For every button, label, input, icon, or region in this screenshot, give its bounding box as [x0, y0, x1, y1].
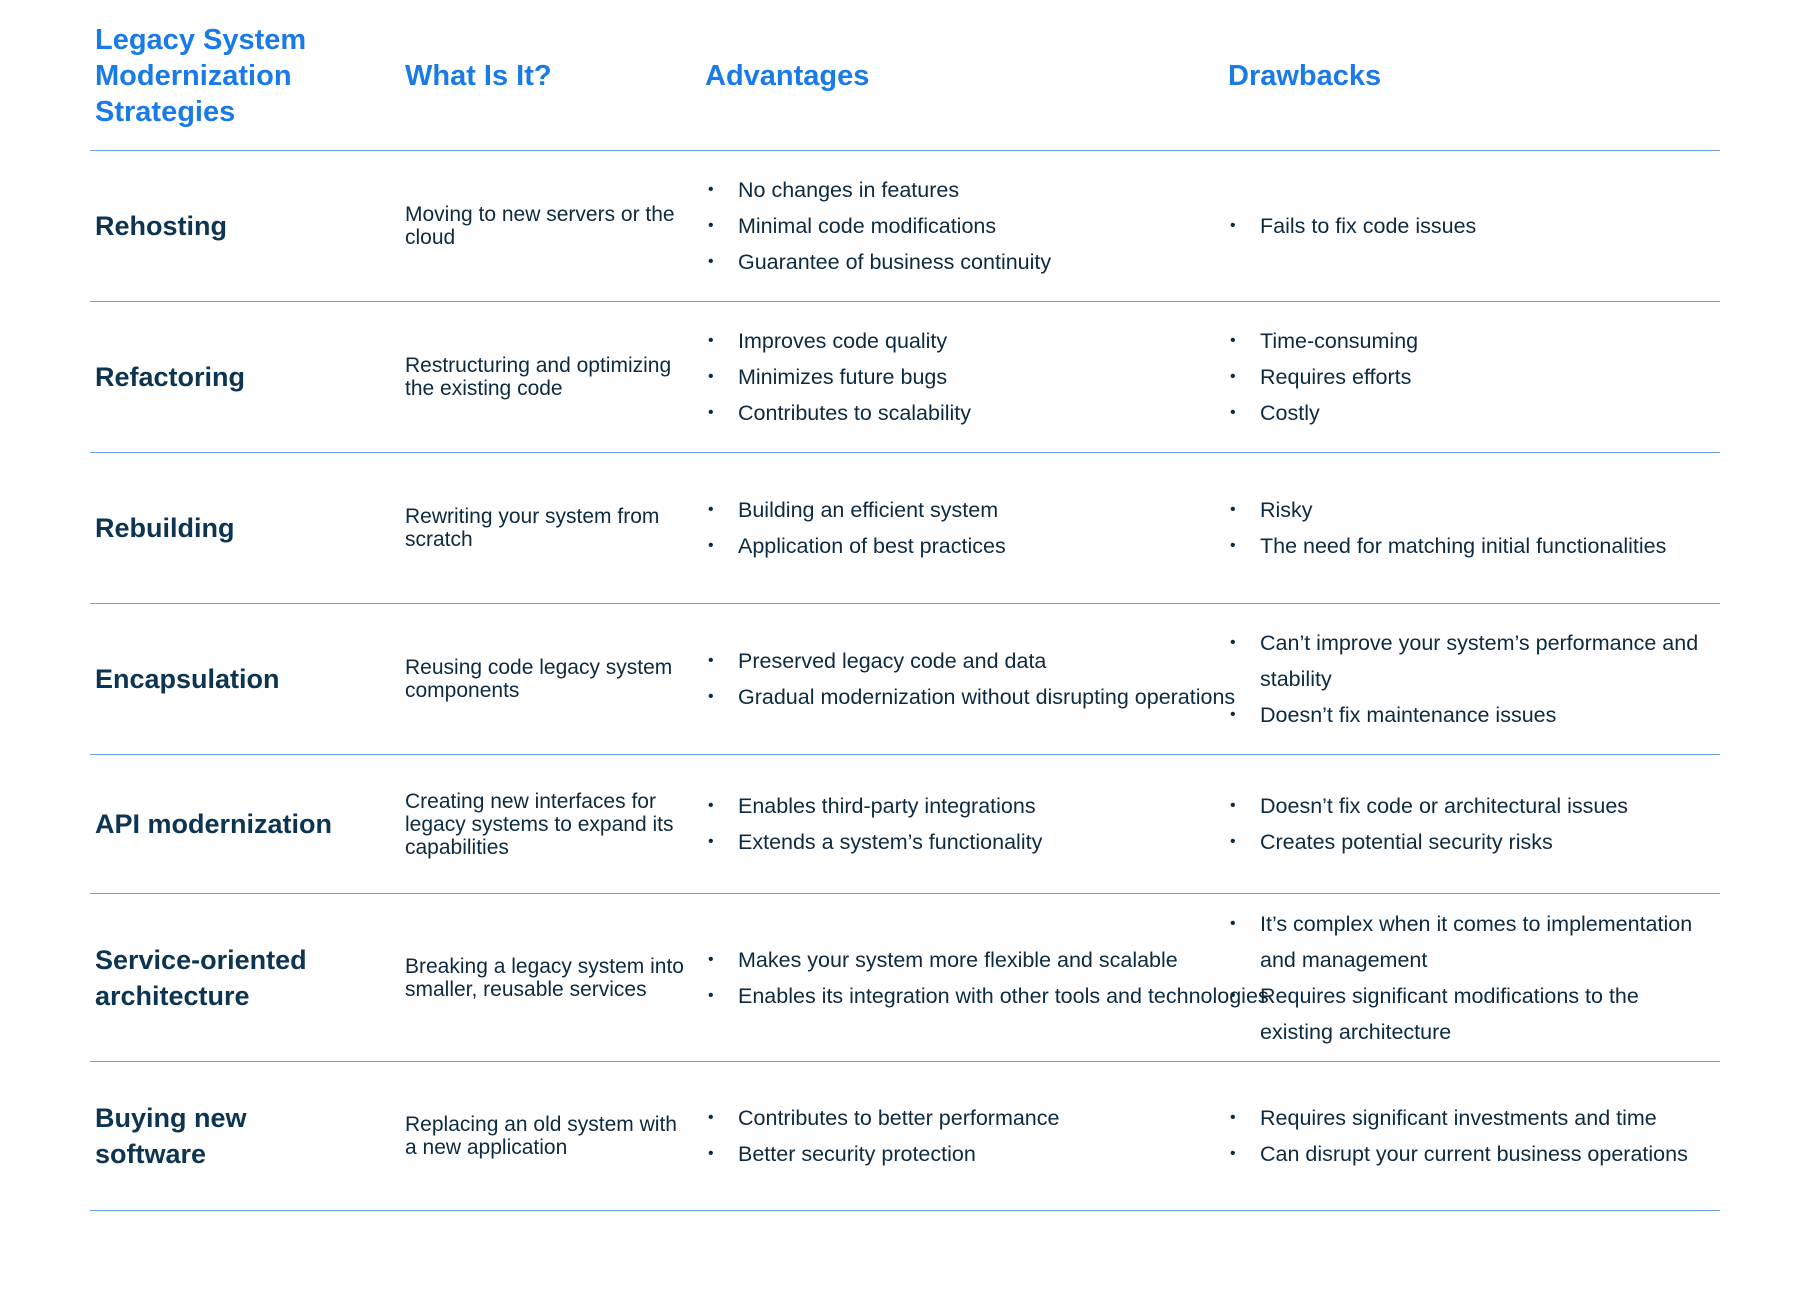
drawback-item: • Requires significant modifications to the existing architecture [1227, 978, 1717, 1050]
advantage-item: • Minimal code modifications [705, 208, 1305, 244]
strategy-name: Encapsulation [95, 664, 280, 694]
strategy-description: Creating new interfaces for legacy systems to expand its capabilities [405, 789, 674, 859]
strategy-description: Reusing code legacy system components [405, 656, 673, 702]
advantage-item: • Extends a system’s functionality [705, 824, 1305, 860]
advantage-item: • Better security protection [705, 1136, 1305, 1172]
header-advantages: Advantages [705, 60, 870, 92]
drawback-item: • Doesn’t fix maintenance issues [1227, 697, 1717, 733]
advantages-list [705, 172, 1305, 280]
drawback-item: • Creates potential security risks [1227, 824, 1717, 860]
drawback-item: • It’s complex when it comes to implementation and management [1227, 906, 1717, 978]
strategy-name: Rehosting [95, 211, 227, 241]
table-header [90, 0, 1720, 151]
drawback-item: • Fails to fix code issues [1227, 208, 1717, 244]
advantage-item: • Minimizes future bugs [705, 359, 1305, 395]
drawbacks-list [1227, 906, 1717, 1050]
advantage-item: • Enables its integration with other tools and technologies [705, 978, 1305, 1014]
header-drawbacks: Drawbacks [1228, 60, 1382, 92]
advantage-item: • Improves code quality [705, 323, 1305, 359]
drawback-item: • Can disrupt your current business operations [1227, 1136, 1717, 1172]
drawbacks-list [1227, 1100, 1717, 1172]
drawback-item: • The need for matching initial functionalities [1227, 528, 1717, 564]
drawback-item: • Can’t improve your system’s performance and stability [1227, 625, 1717, 697]
drawback-item: • Doesn’t fix code or architectural issues [1227, 788, 1717, 824]
drawback-item: • Risky [1227, 492, 1717, 528]
advantages-list [705, 1100, 1305, 1172]
strategy-description: Restructuring and optimizing the existing code [405, 354, 672, 400]
advantage-item: • Enables third-party integrations [705, 788, 1305, 824]
table-row-rehosting [90, 151, 1720, 302]
drawback-item: • Requires significant investments and time [1227, 1100, 1717, 1136]
drawbacks-list [1227, 788, 1717, 860]
header-strategy: Legacy System Modernization Strategies [95, 24, 307, 128]
strategy-name: API modernization [95, 809, 333, 839]
advantages-list [705, 323, 1305, 431]
strategy-name: Rebuilding [95, 513, 235, 543]
drawbacks-list [1227, 492, 1717, 564]
table-row-encapsulation [90, 604, 1720, 755]
advantages-list [705, 942, 1305, 1014]
drawbacks-list [1227, 208, 1717, 244]
advantage-item: • Guarantee of business continuity [705, 244, 1305, 280]
table-row-refactoring [90, 302, 1720, 453]
advantages-list [705, 492, 1305, 564]
advantage-item: • Contributes to better performance [705, 1100, 1305, 1136]
advantage-item: • Makes your system more flexible and scalable [705, 942, 1305, 978]
table-row-service-oriented-architecture [90, 894, 1720, 1062]
drawback-item: • Costly [1227, 395, 1717, 431]
advantage-item: • No changes in features [705, 172, 1305, 208]
table-row-rebuilding [90, 453, 1720, 604]
drawbacks-list [1227, 625, 1717, 733]
advantages-list [705, 788, 1305, 860]
table-row-api-modernization [90, 755, 1720, 894]
drawbacks-list [1227, 323, 1717, 431]
strategy-name: Buying new software [95, 1103, 247, 1169]
strategies-table [90, 0, 1720, 1211]
strategy-description: Moving to new servers or the cloud [405, 203, 675, 249]
advantage-item: • Gradual modernization without disrupting operations [705, 679, 1305, 715]
strategy-description: Replacing an old system with a new application [405, 1113, 677, 1159]
advantage-item: • Contributes to scalability [705, 395, 1305, 431]
advantage-item: • Building an efficient system [705, 492, 1305, 528]
advantage-item: • Preserved legacy code and data [705, 643, 1305, 679]
strategy-name: Refactoring [95, 362, 246, 392]
header-what: What Is It? [405, 60, 552, 92]
strategy-description: Rewriting your system from scratch [405, 505, 660, 551]
strategy-description: Breaking a legacy system into smaller, reusable services [405, 954, 684, 1001]
drawback-item: • Time-consuming [1227, 323, 1717, 359]
strategy-name: Service-oriented architecture [95, 944, 307, 1011]
advantages-list [705, 643, 1305, 715]
advantage-item: • Application of best practices [705, 528, 1305, 564]
table-row-buying-new-software [90, 1062, 1720, 1211]
drawback-item: • Requires efforts [1227, 359, 1717, 395]
